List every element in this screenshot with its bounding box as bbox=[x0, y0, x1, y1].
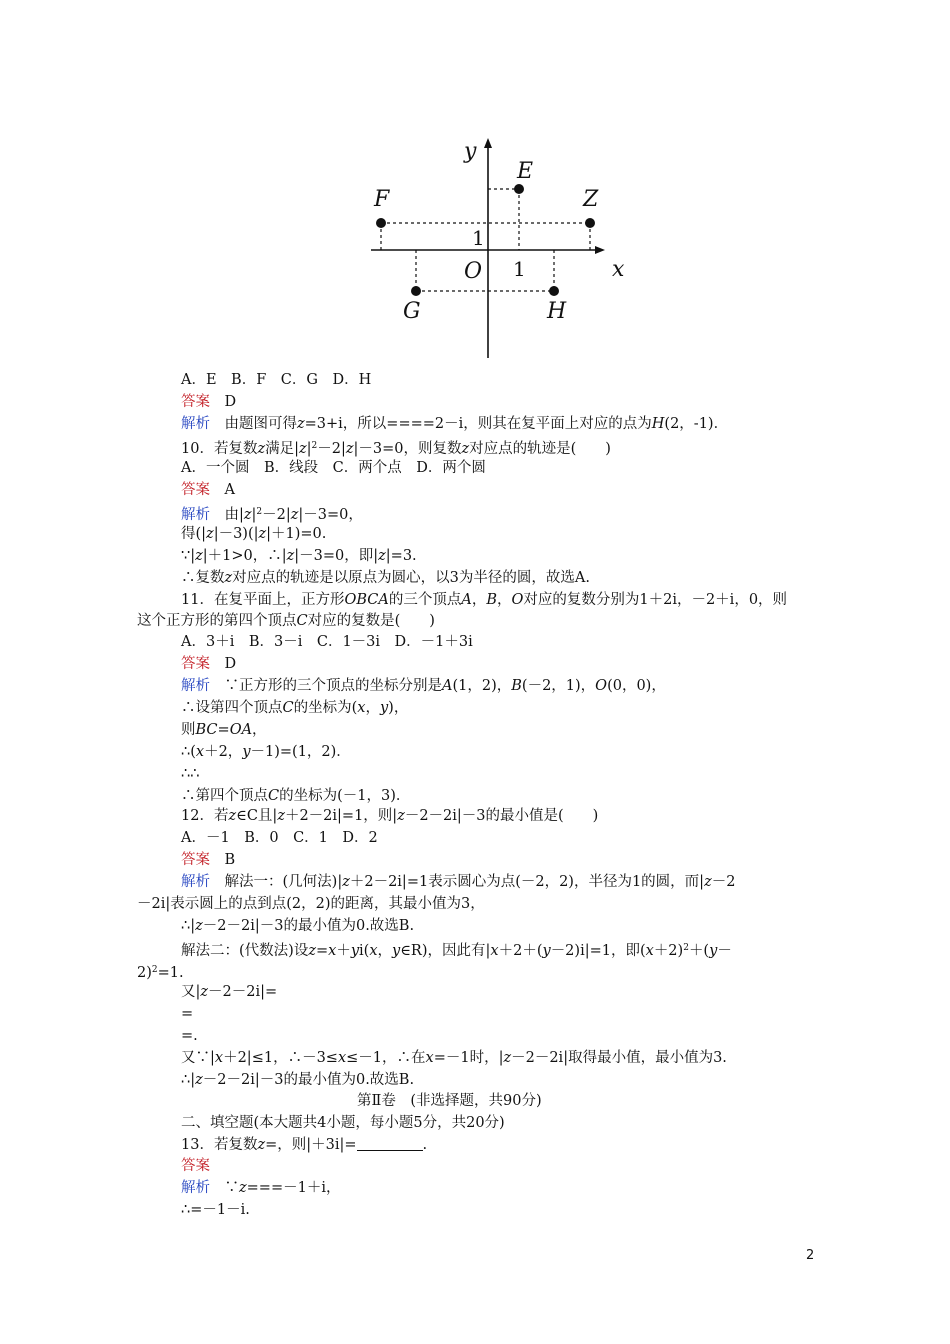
q11-analysis-1 bbox=[181, 676, 666, 696]
var: z bbox=[257, 441, 266, 457]
q12-stem bbox=[181, 806, 598, 826]
var: y bbox=[242, 744, 251, 760]
x-tick-label: 1 bbox=[513, 257, 526, 281]
text: 由| bbox=[224, 507, 244, 523]
text: A．－1 B．0 C．1 D．2 bbox=[181, 830, 378, 846]
var: y bbox=[392, 943, 401, 959]
answer-label: 答案 bbox=[181, 656, 210, 672]
text: =－1时，| bbox=[433, 1050, 504, 1066]
text: －2－2i|= bbox=[208, 984, 278, 1000]
point-g-label: G bbox=[403, 299, 421, 324]
text: ＋2) bbox=[653, 943, 684, 959]
sup: 2 bbox=[311, 441, 318, 451]
text: |－3=0， bbox=[298, 507, 363, 523]
answer-label: 答案 bbox=[181, 394, 210, 410]
text: 由题图可得 bbox=[224, 416, 297, 432]
text: A．一个圆 B．线段 C．两个点 D．两个圆 bbox=[181, 460, 486, 476]
var: z bbox=[297, 416, 305, 432]
text: 这个正方形的第四个顶点 bbox=[137, 613, 297, 629]
guide-lines bbox=[381, 189, 590, 291]
q12-answer bbox=[181, 850, 235, 870]
point-h-marker bbox=[549, 286, 559, 296]
text: 满足| bbox=[265, 441, 299, 457]
text: =1. bbox=[157, 965, 184, 981]
q11-analysis-6 bbox=[181, 786, 410, 806]
var: z bbox=[277, 808, 285, 824]
text: 10．若复数 bbox=[181, 441, 258, 457]
var: z bbox=[200, 984, 209, 1000]
q11-analysis-5 bbox=[181, 764, 199, 784]
text: ===－1＋i， bbox=[246, 1180, 341, 1196]
text: ∴| bbox=[181, 918, 196, 934]
var: x bbox=[214, 1050, 224, 1066]
var: x bbox=[645, 943, 654, 959]
text: 的三个顶点 bbox=[388, 592, 462, 608]
text: ＋ bbox=[336, 943, 351, 959]
text: |＋1)=0. bbox=[266, 526, 327, 542]
analysis-label: 解析 bbox=[181, 678, 210, 694]
var: z bbox=[286, 548, 295, 564]
var: z bbox=[345, 441, 354, 457]
var: z bbox=[397, 808, 405, 824]
answer-label: 答案 bbox=[181, 1158, 210, 1174]
text: A．3＋i B．3－i C．1－3i D．－1＋3i bbox=[181, 634, 473, 650]
var: z bbox=[258, 526, 267, 542]
var: A bbox=[461, 592, 472, 608]
q10-answer bbox=[181, 480, 235, 500]
point-z-label: Z bbox=[583, 187, 599, 212]
y-axis bbox=[484, 138, 492, 358]
var: A bbox=[442, 678, 453, 694]
var: C bbox=[268, 788, 280, 804]
analysis-label: 解析 bbox=[181, 416, 210, 432]
text: －2－2i|取得最小值，最小值为3. bbox=[511, 1050, 727, 1066]
q12-method2-3 bbox=[181, 982, 277, 1002]
text: 13．若复数 bbox=[181, 1137, 258, 1153]
q9-answer bbox=[181, 392, 236, 412]
answer-label: 答案 bbox=[181, 482, 210, 498]
point-f-label: F bbox=[374, 187, 390, 212]
text: －2－2i|－3的最小值是( ) bbox=[404, 808, 599, 824]
var: z bbox=[298, 441, 307, 457]
var: C bbox=[282, 700, 294, 716]
var: z bbox=[228, 808, 237, 824]
text: 对应的复数是( ) bbox=[307, 613, 435, 629]
text: )， bbox=[388, 700, 409, 716]
q12-method1-1 bbox=[181, 872, 735, 892]
q9-options-text: A．E B．F C．G D．H bbox=[181, 372, 372, 388]
var: x bbox=[337, 1050, 347, 1066]
text: 又| bbox=[181, 984, 201, 1000]
q10-analysis-2 bbox=[181, 524, 326, 544]
var: y bbox=[542, 943, 551, 959]
q12-method2-1 bbox=[181, 938, 732, 961]
text: . bbox=[422, 1137, 428, 1153]
text: ＋2－2i|=1表示圆心为点(－2，2)，半径为1的圆，而| bbox=[349, 874, 705, 890]
text: 2) bbox=[137, 965, 152, 981]
q11-stem-1 bbox=[181, 590, 787, 610]
q10-options bbox=[181, 458, 486, 478]
q9-analysis bbox=[181, 414, 728, 434]
text: ， bbox=[377, 943, 392, 959]
answer-value: A bbox=[224, 482, 235, 498]
section-heading bbox=[181, 1113, 505, 1133]
analysis-label: 解析 bbox=[181, 1180, 210, 1196]
text: 对应点的轨迹是以原点为圆心，以3为半径的圆，故选A. bbox=[232, 570, 590, 586]
text: ＋2|≤1，∴－3≤ bbox=[223, 1050, 338, 1066]
answer-value: D bbox=[224, 394, 237, 410]
var: O bbox=[595, 678, 608, 694]
text: 的坐标为( bbox=[293, 700, 358, 716]
point-g-marker bbox=[411, 286, 421, 296]
text: ∴第四个顶点 bbox=[181, 788, 268, 804]
answer-blank bbox=[357, 1136, 423, 1151]
text: (2，-1)． bbox=[664, 416, 729, 432]
q11-options bbox=[181, 632, 473, 652]
q12-method2-2 bbox=[137, 960, 184, 983]
q9-options bbox=[181, 370, 371, 390]
q12-method2-4 bbox=[181, 1004, 193, 1024]
var: y bbox=[379, 700, 389, 716]
var: z bbox=[243, 507, 252, 523]
text: | bbox=[306, 441, 312, 457]
text: |=3. bbox=[385, 548, 417, 564]
text: 11．在复平面上，正方形 bbox=[181, 592, 345, 608]
text: ＋( bbox=[688, 943, 710, 959]
text: － bbox=[717, 943, 732, 959]
text: 的坐标为(－1，3)． bbox=[279, 788, 411, 804]
var: z bbox=[290, 507, 299, 523]
sup: 2 bbox=[151, 965, 158, 975]
text: －1)=(1，2)． bbox=[250, 744, 351, 760]
text: =3+i，所以====2－i，则其在复平面上对应的点为 bbox=[304, 416, 652, 432]
var: z bbox=[257, 1137, 266, 1153]
var: H bbox=[651, 416, 665, 432]
text: 解法二：(代数法)设 bbox=[181, 943, 309, 959]
var: O bbox=[511, 592, 524, 608]
text: ＋2， bbox=[204, 744, 243, 760]
q12-method1-2 bbox=[137, 894, 485, 914]
text: －2| bbox=[317, 441, 346, 457]
q11-analysis-2 bbox=[181, 698, 408, 718]
text: 第Ⅱ卷 (非选择题，共90分) bbox=[357, 1093, 542, 1109]
text: ∴复数 bbox=[181, 570, 225, 586]
q10-analysis-1 bbox=[181, 502, 363, 525]
text: ， bbox=[496, 592, 512, 608]
text: ＋2－2i|=1，则| bbox=[284, 808, 398, 824]
text: |＋1>0，∴| bbox=[202, 548, 287, 564]
origin-label: O bbox=[464, 259, 483, 284]
text: = bbox=[181, 1006, 194, 1022]
text: ∵| bbox=[181, 548, 196, 564]
q11-stem-2 bbox=[137, 611, 435, 631]
text: ≤－1，∴在 bbox=[346, 1050, 426, 1066]
text: －2－2i|－3的最小值为0.故选B. bbox=[202, 918, 415, 934]
point-f-marker bbox=[376, 218, 386, 228]
q11-analysis-4 bbox=[181, 742, 351, 762]
text: ∈C且| bbox=[236, 808, 278, 824]
text: ∴| bbox=[181, 1072, 196, 1088]
page-number: 2 bbox=[806, 1248, 815, 1263]
analysis-label: 解析 bbox=[181, 507, 210, 523]
text: －2 bbox=[711, 874, 736, 890]
var: x bbox=[369, 943, 378, 959]
text: ， bbox=[471, 592, 487, 608]
var: OA bbox=[229, 722, 253, 738]
var: B bbox=[486, 592, 497, 608]
q10-stem bbox=[181, 436, 611, 459]
text: ， bbox=[365, 700, 380, 716]
var: B bbox=[511, 678, 522, 694]
text: |－3=0，则复数 bbox=[353, 441, 462, 457]
x-axis-arrow-icon bbox=[595, 246, 605, 254]
point-e-label: E bbox=[517, 159, 534, 184]
sup: 2 bbox=[256, 507, 263, 517]
x-axis-label: x bbox=[612, 257, 625, 282]
text: 12．若 bbox=[181, 808, 229, 824]
analysis-label: 解析 bbox=[181, 874, 210, 890]
text: 对应的复数分别为1＋2i，－2＋i，0，则 bbox=[523, 592, 788, 608]
var: z bbox=[461, 441, 470, 457]
y-axis-label: y bbox=[464, 139, 477, 164]
answer-value: B bbox=[224, 852, 236, 868]
text: 二、填空题(本大题共4小题，每小题5分，共20分) bbox=[181, 1115, 505, 1131]
point-h-label: H bbox=[547, 299, 567, 324]
var: x bbox=[357, 700, 366, 716]
text: 对应点的轨迹是( ) bbox=[469, 441, 611, 457]
q12-method1-3 bbox=[181, 916, 414, 936]
text: i( bbox=[359, 943, 370, 959]
text: (0，0)， bbox=[607, 678, 666, 694]
var: z bbox=[224, 570, 233, 586]
q13-analysis-2 bbox=[181, 1200, 250, 1220]
q12-method2-7 bbox=[181, 1070, 414, 1090]
text: ∴∴ bbox=[181, 766, 200, 782]
text: |－3=0，即| bbox=[294, 548, 379, 564]
q11-analysis-3 bbox=[181, 720, 267, 740]
text: ， bbox=[252, 722, 267, 738]
text: 则 bbox=[181, 722, 196, 738]
var: x bbox=[425, 1050, 434, 1066]
var: z bbox=[206, 526, 214, 542]
text: 又∵| bbox=[181, 1050, 215, 1066]
text: (1，2)， bbox=[452, 678, 512, 694]
q10-analysis-3 bbox=[181, 546, 417, 566]
y-axis-arrow-icon bbox=[484, 138, 492, 148]
text: | bbox=[251, 507, 257, 523]
text: =，则|＋3i|= bbox=[265, 1137, 357, 1153]
q10-analysis-4 bbox=[181, 568, 590, 588]
text: ＋2＋( bbox=[498, 943, 543, 959]
var: y bbox=[709, 943, 718, 959]
text: = bbox=[315, 943, 329, 959]
text: ∵正方形的三个顶点的坐标分别是 bbox=[224, 678, 442, 694]
text: 解法一：(几何法)| bbox=[224, 874, 343, 890]
q13-answer bbox=[181, 1156, 210, 1176]
answer-label: 答案 bbox=[181, 852, 210, 868]
q13-stem bbox=[181, 1135, 427, 1155]
y-tick-label: 1 bbox=[472, 226, 485, 250]
text: ∴( bbox=[181, 744, 196, 760]
text: = bbox=[217, 722, 230, 738]
var: BC bbox=[195, 722, 218, 738]
q12-method2-5 bbox=[181, 1026, 198, 1046]
text: ∈R)，因此有| bbox=[400, 943, 491, 959]
text: ∴=－1－i. bbox=[181, 1202, 250, 1218]
q11-answer bbox=[181, 654, 236, 674]
var: z bbox=[308, 943, 316, 959]
answer-value: D bbox=[224, 656, 237, 672]
complex-plane-figure bbox=[365, 128, 647, 364]
q12-options bbox=[181, 828, 378, 848]
var: C bbox=[296, 613, 308, 629]
var: z bbox=[239, 1180, 247, 1196]
text: ∵ bbox=[224, 1180, 239, 1196]
text: －2| bbox=[262, 507, 291, 523]
var: z bbox=[378, 548, 386, 564]
var: z bbox=[503, 1050, 512, 1066]
var: x bbox=[490, 943, 499, 959]
point-z-marker bbox=[585, 218, 595, 228]
var: z bbox=[342, 874, 350, 890]
q13-analysis-1 bbox=[181, 1178, 340, 1198]
text: (－2，1)， bbox=[521, 678, 596, 694]
q12-method2-6 bbox=[181, 1048, 727, 1068]
var: z bbox=[195, 1072, 203, 1088]
section-title bbox=[357, 1091, 542, 1111]
text: －2－2i|－3的最小值为0.故选B. bbox=[202, 1072, 415, 1088]
text: －2)i|=1，即( bbox=[550, 943, 646, 959]
point-e-marker bbox=[514, 184, 524, 194]
var: OBCA bbox=[344, 592, 389, 608]
var: z bbox=[195, 918, 203, 934]
var: x bbox=[328, 943, 337, 959]
sup: 2 bbox=[683, 943, 689, 953]
var: x bbox=[195, 744, 205, 760]
text: －2i|表示圆上的点到点(2，2)的距离，其最小值为3， bbox=[137, 896, 485, 912]
text: |－3)(| bbox=[213, 526, 259, 542]
text: =. bbox=[181, 1028, 198, 1044]
var: z bbox=[195, 548, 203, 564]
text: 得(| bbox=[181, 526, 207, 542]
var: y bbox=[350, 943, 360, 959]
var: z bbox=[704, 874, 712, 890]
text: ∴设第四个顶点 bbox=[181, 700, 283, 716]
